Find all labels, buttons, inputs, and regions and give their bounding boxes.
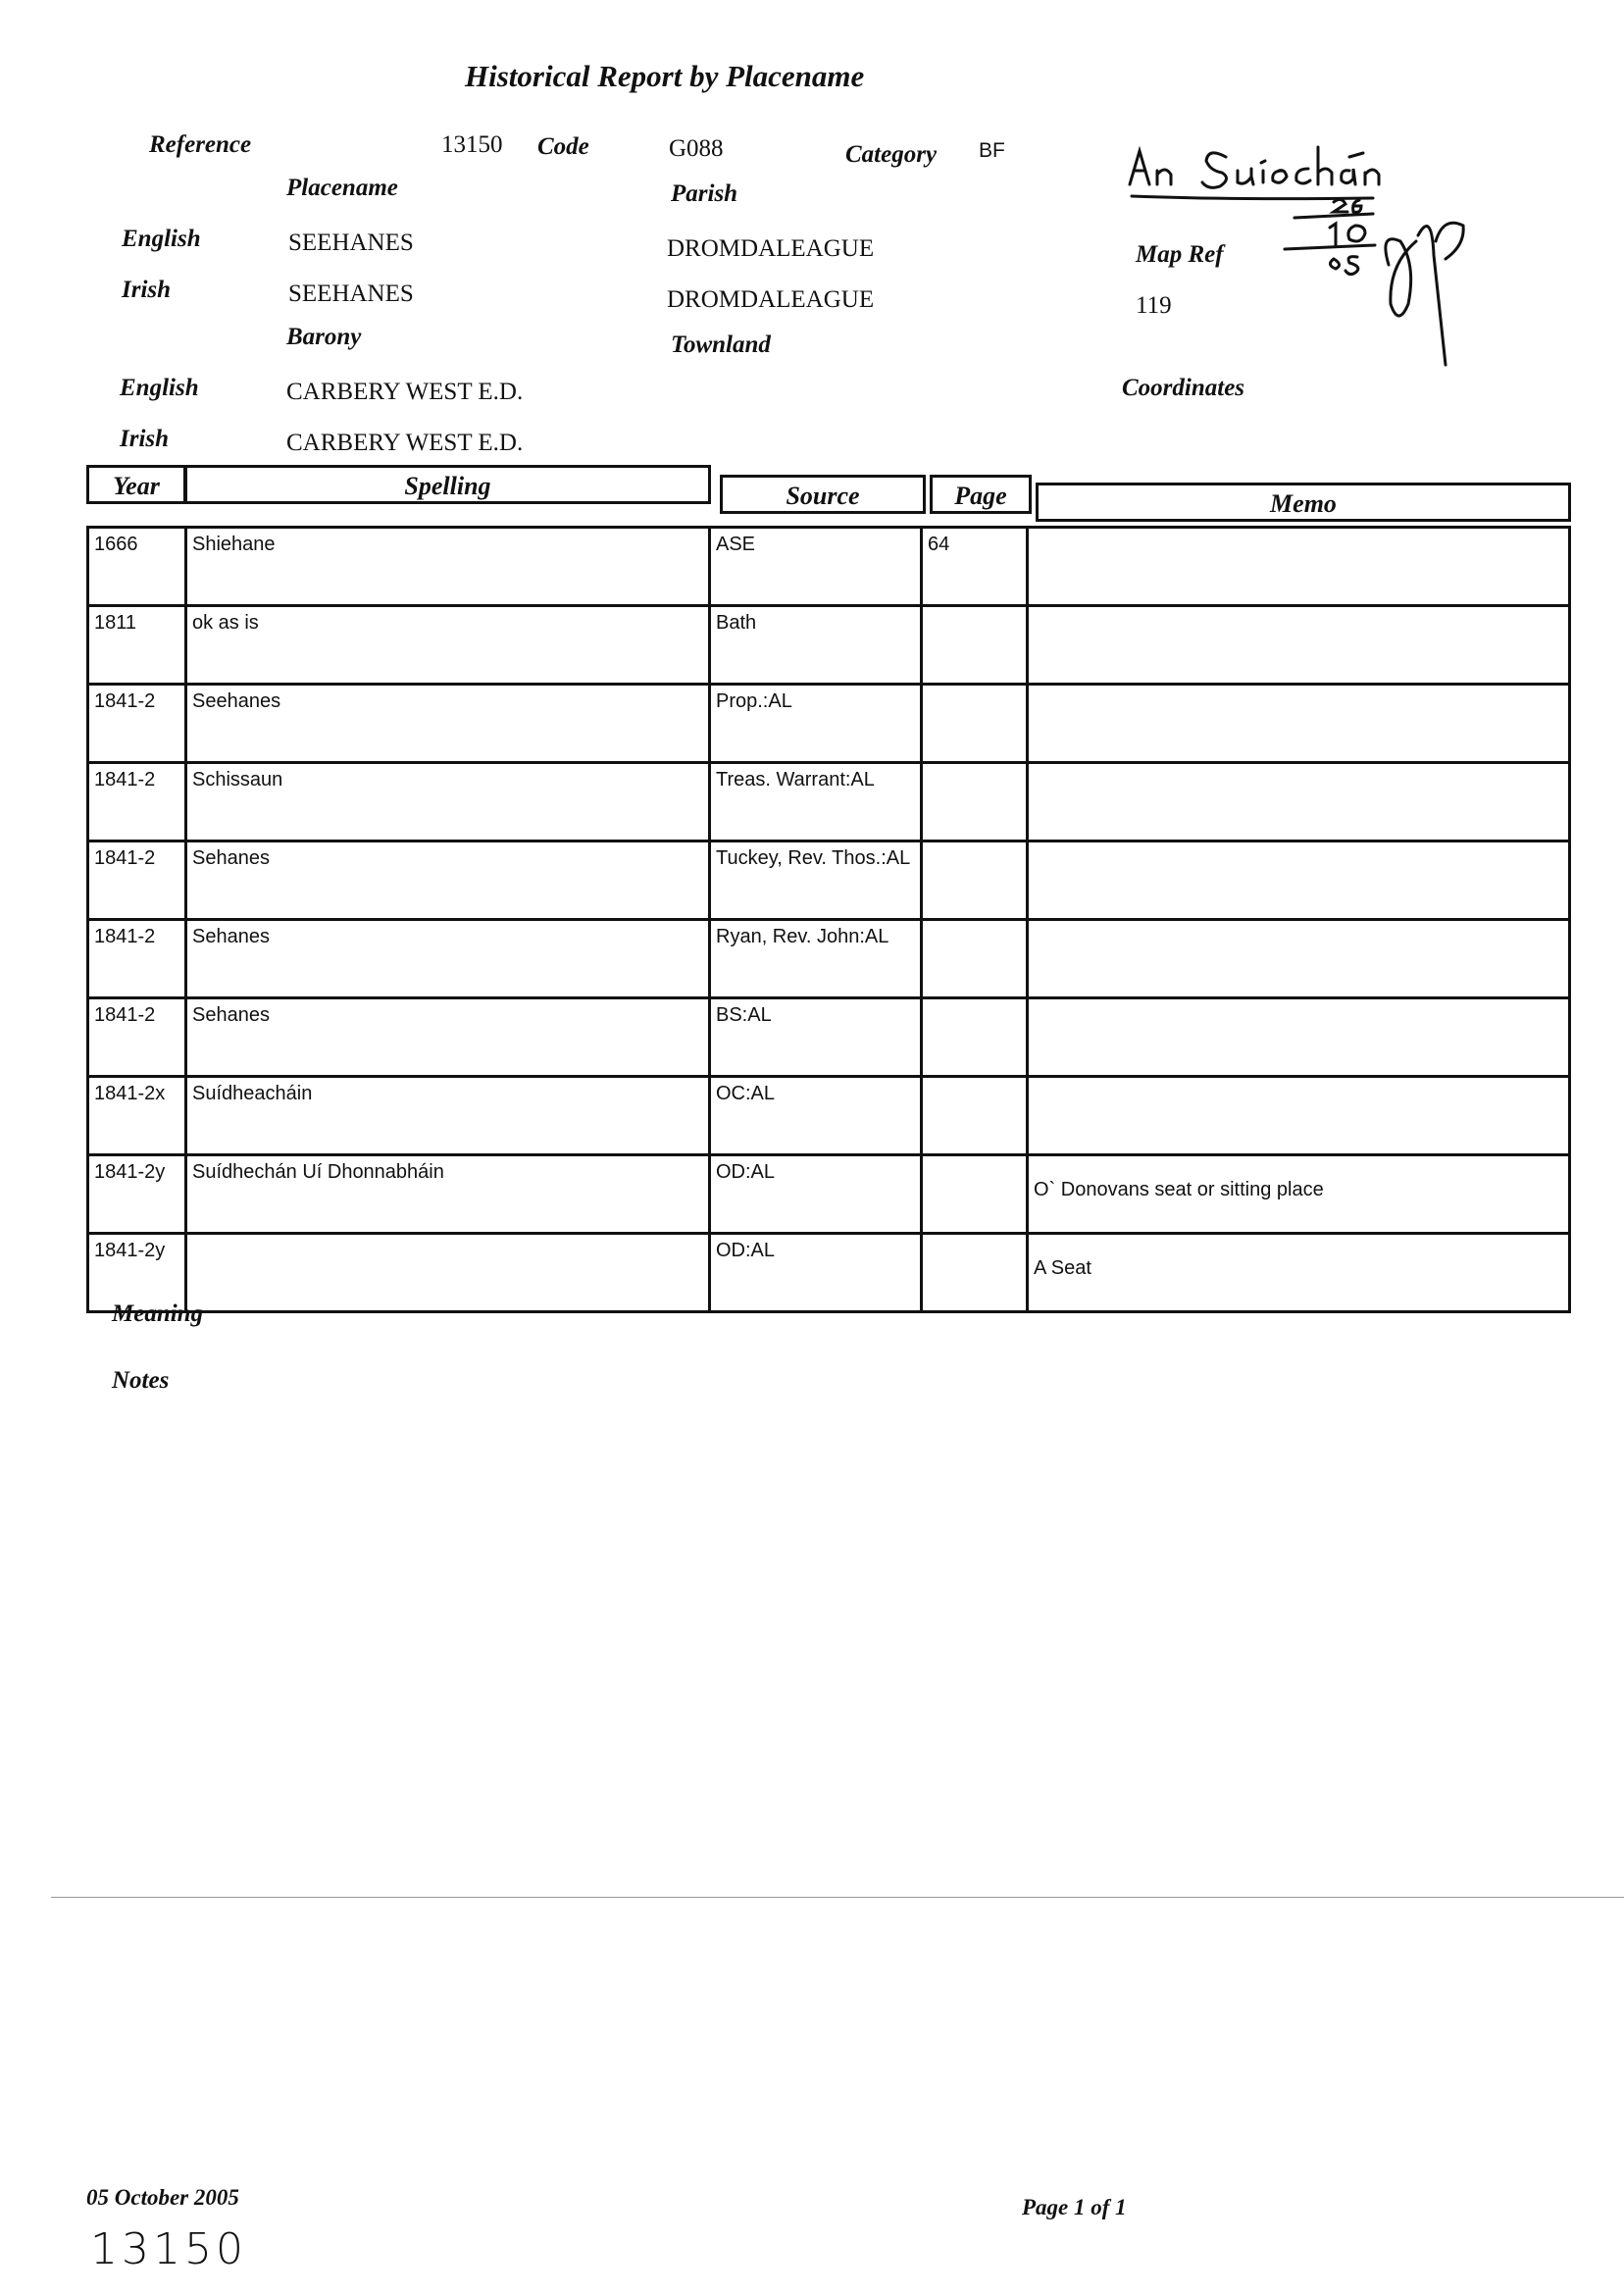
- cell-year: 1841-2x: [86, 1078, 184, 1153]
- header-year: Year: [86, 465, 186, 504]
- placename-irish-label: Irish: [122, 277, 172, 303]
- cell-memo: [1026, 529, 1571, 604]
- cell-source: ASE: [708, 529, 920, 604]
- cell-memo: A Seat: [1026, 1235, 1571, 1310]
- cell-source: OD:AL: [708, 1235, 920, 1310]
- cell-source: OD:AL: [708, 1156, 920, 1232]
- cell-spelling: Sehanes: [184, 842, 708, 918]
- table-header-row: [86, 465, 1571, 526]
- table-row: [86, 683, 1571, 761]
- parish-irish-value: DROMDALEAGUE: [667, 286, 875, 313]
- cell-page: [920, 686, 1026, 761]
- cell-year: 1841-2: [86, 686, 184, 761]
- cell-source: OC:AL: [708, 1078, 920, 1153]
- cell-spelling: [184, 1235, 708, 1310]
- barony-label: Barony: [286, 324, 362, 350]
- category-label: Category: [845, 141, 938, 168]
- report-date: 05 October 2005: [86, 2185, 239, 2210]
- table-row: [86, 996, 1571, 1075]
- cell-year: 1841-2: [86, 764, 184, 840]
- meaning-label: Meaning: [112, 1300, 204, 1327]
- cell-memo: [1026, 999, 1571, 1075]
- cell-memo: [1026, 921, 1571, 996]
- barony-english-label: English: [120, 375, 199, 401]
- barony-irish-label: Irish: [120, 426, 170, 452]
- header-source: Source: [720, 475, 926, 514]
- cell-spelling: Schissaun: [184, 764, 708, 840]
- cell-year: 1841-2: [86, 999, 184, 1075]
- cell-year: 1841-2: [86, 842, 184, 918]
- handwritten-annotation-icon: [1118, 118, 1471, 382]
- cell-memo: [1026, 686, 1571, 761]
- page-divider: [51, 1897, 1624, 1898]
- cell-memo: [1026, 1078, 1571, 1153]
- table-row: [86, 1075, 1571, 1153]
- cell-page: [920, 1156, 1026, 1232]
- table-row: [86, 604, 1571, 683]
- table-row: [86, 1232, 1571, 1310]
- reference-value: 13150: [441, 131, 503, 158]
- cell-year: 1666: [86, 529, 184, 604]
- handwritten-irish-name: [1138, 127, 1189, 138]
- cell-source: Ryan, Rev. John:AL: [708, 921, 920, 996]
- historical-spellings-table: [86, 465, 1571, 1310]
- cell-page: 64: [920, 529, 1026, 604]
- table-bottom-border: [86, 1310, 1571, 1313]
- header-memo: Memo: [1036, 483, 1571, 522]
- cell-year: 1841-2y: [86, 1235, 184, 1310]
- header-page: Page: [930, 475, 1032, 514]
- cell-source: Prop.:AL: [708, 686, 920, 761]
- table-body: [86, 526, 1571, 1310]
- barony-english-value: CARBERY WEST E.D.: [286, 379, 524, 405]
- cell-memo: O` Donovans seat or sitting place: [1026, 1156, 1571, 1232]
- notes-label: Notes: [112, 1367, 170, 1394]
- cell-spelling: Seehanes: [184, 686, 708, 761]
- cell-year: 1811: [86, 607, 184, 683]
- cell-source: Tuckey, Rev. Thos.:AL: [708, 842, 920, 918]
- cell-spelling: Suídhechán Uí Dhonnabháin: [184, 1156, 708, 1232]
- cell-year: 1841-2y: [86, 1156, 184, 1232]
- cell-spelling: ok as is: [184, 607, 708, 683]
- page-title: Historical Report by Placename: [465, 59, 865, 93]
- cell-memo: [1026, 607, 1571, 683]
- barony-irish-value: CARBERY WEST E.D.: [286, 430, 524, 456]
- placename-english-value: SEEHANES: [288, 229, 414, 256]
- placename-irish-value: SEEHANES: [288, 280, 414, 307]
- placename-label: Placename: [286, 175, 398, 201]
- table-row: [86, 918, 1571, 996]
- cell-source: BS:AL: [708, 999, 920, 1075]
- cell-spelling: Sehanes: [184, 999, 708, 1075]
- cell-memo: [1026, 764, 1571, 840]
- code-label: Code: [537, 133, 589, 160]
- cell-page: [920, 921, 1026, 996]
- parish-english-value: DROMDALEAGUE: [667, 235, 875, 262]
- cell-source: Treas. Warrant:AL: [708, 764, 920, 840]
- cell-spelling: Sehanes: [184, 921, 708, 996]
- cell-source: Bath: [708, 607, 920, 683]
- table-row: [86, 526, 1571, 604]
- cell-page: [920, 764, 1026, 840]
- handwritten-reference-note: 13150: [90, 2224, 247, 2274]
- townland-label: Townland: [671, 331, 771, 358]
- cell-page: [920, 607, 1026, 683]
- cell-memo: [1026, 842, 1571, 918]
- map-ref-value: 119: [1136, 292, 1172, 319]
- coordinates-label: Coordinates: [1122, 375, 1245, 401]
- cell-spelling: Suídheacháin: [184, 1078, 708, 1153]
- table-row: [86, 840, 1571, 918]
- header-spelling: Spelling: [184, 465, 711, 504]
- map-ref-label: Map Ref: [1136, 241, 1224, 268]
- parish-label: Parish: [671, 180, 738, 207]
- placename-english-label: English: [122, 226, 201, 252]
- cell-page: [920, 842, 1026, 918]
- cell-year: 1841-2: [86, 921, 184, 996]
- table-row: [86, 1153, 1571, 1232]
- category-value: BF: [979, 139, 1005, 162]
- table-row: [86, 761, 1571, 840]
- cell-spelling: Shiehane: [184, 529, 708, 604]
- cell-page: [920, 1078, 1026, 1153]
- cell-page: [920, 1235, 1026, 1310]
- cell-page: [920, 999, 1026, 1075]
- page-number: Page 1 of 1: [1022, 2195, 1127, 2219]
- reference-label: Reference: [149, 131, 252, 158]
- code-value: G088: [669, 135, 724, 162]
